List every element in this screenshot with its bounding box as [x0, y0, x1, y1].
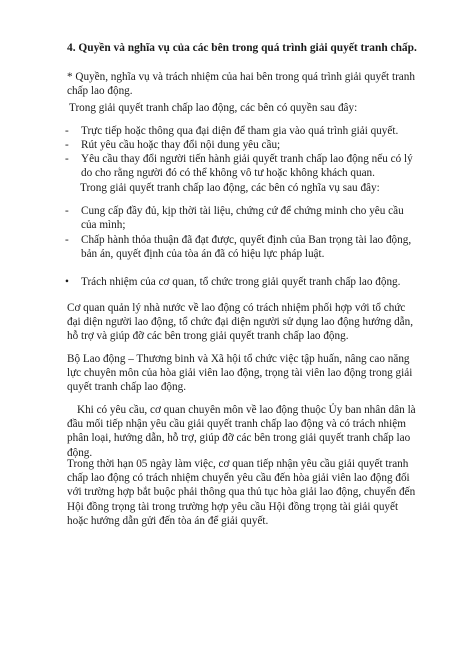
list-item: - Rút yêu cầu hoặc thay đổi nội dung yêu cầu; [65, 139, 281, 151]
list-item: - Yêu cầu thay đổi người tiến hành giải quyết tranh chấp lao động nếu có lý do cho rằng người đó có thể không vô tư hoặc không khách quan. [65, 153, 413, 180]
dash-bullet: - [65, 153, 69, 165]
body-paragraph: Khi có yêu cầu, cơ quan chuyên môn về lao động thuộc Ủy ban nhân dân là đầu mối tiếp nhận yêu cầu giải quyết tranh chấp lao động và có trách nhiệm phân loại, hướng dẫn, hỗ trợ, giúp đỡ các bên trong giải quyết tranh chấp lao động. [67, 404, 416, 459]
rights-lead: Trong giải quyết tranh chấp lao động, các bên có quyền sau đây: [69, 102, 358, 114]
dash-bullet: - [65, 234, 69, 246]
dash-bullet: - [65, 205, 69, 217]
body-paragraph: Trong thời hạn 05 ngày làm việc, cơ quan tiếp nhận yêu cầu giải quyết tranh chấp lao động có trách nhiệm chuyển yêu cầu đến hòa giải viên lao động đối với trường hợp bắt buộc phải thông qua thủ tục hòa giải lao động, chuyển đến Hội đồng trọng tài trong trường hợp yêu cầu Hội đồng trọng tài giải quyết hoặc hướng dẫn gửi đến tòa án để giải quyết. [67, 458, 416, 527]
duties-lead: Trong giải quyết tranh chấp lao động, các bên có nghĩa vụ sau đây: [80, 182, 380, 194]
list-item: - Trực tiếp hoặc thông qua đại diện để tham gia vào quá trình giải quyết. [65, 125, 399, 137]
list-item: - Cung cấp đầy đủ, kịp thời tài liệu, chứng cứ để chứng minh cho yêu cầu của mình; [65, 205, 404, 232]
list-item: • Trách nhiệm của cơ quan, tổ chức trong giải quyết tranh chấp lao động. [65, 276, 401, 288]
round-bullet: • [65, 276, 69, 288]
section-heading: 4. Quyền và nghĩa vụ của các bên trong quá trình giải quyết tranh chấp. [67, 42, 417, 54]
body-paragraph: Bộ Lao động – Thương binh và Xã hội tổ chức việc tập huấn, nâng cao năng lực chuyên môn của hòa giải viên lao động, trọng tài viên lao động trong giải quyết tranh chấp lao động. [67, 353, 413, 394]
dash-bullet: - [65, 125, 69, 137]
dash-bullet: - [65, 139, 69, 151]
list-item: - Chấp hành thỏa thuận đã đạt được, quyết định của Ban trọng tài lao động, bản án, quyết định của tòa án đã có hiệu lực pháp luật. [65, 234, 412, 261]
intro-paragraph: * Quyền, nghĩa vụ và trách nhiệm của hai bên trong quá trình giải quyết tranh chấp lao động. [67, 71, 415, 98]
body-paragraph: Cơ quan quản lý nhà nước về lao động có trách nhiệm phối hợp với tổ chức đại diện người lao động, tổ chức đại diện người sử dụng lao động hướng dẫn, hỗ trợ và giúp đỡ các bên trong giải quyết tranh chấp lao động. [67, 302, 414, 343]
